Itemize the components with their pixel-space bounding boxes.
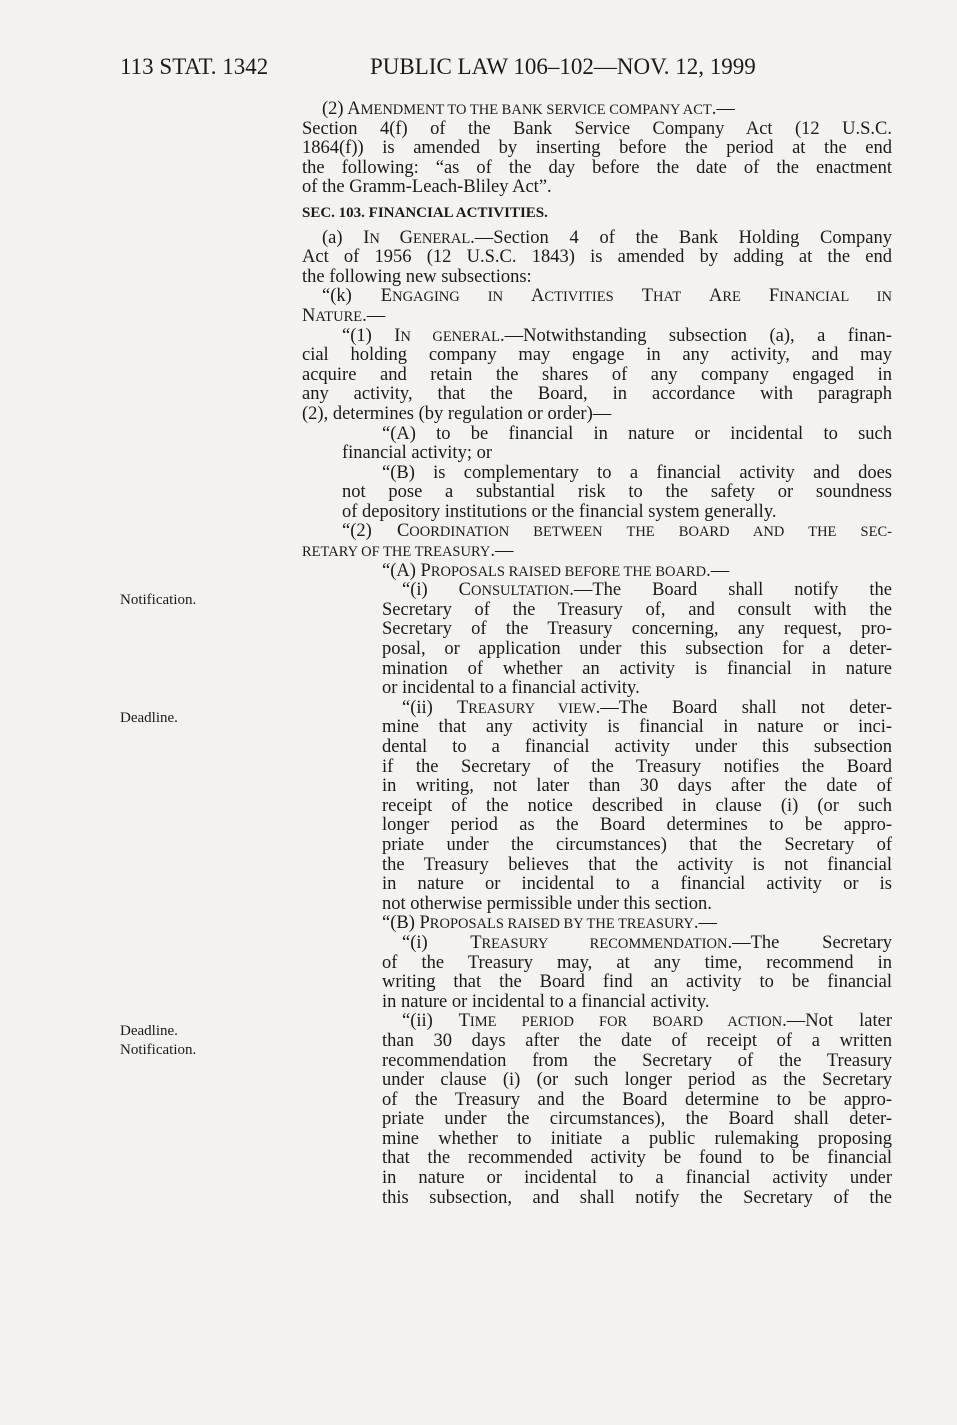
text-line: the following new subsections:: [302, 267, 532, 287]
text-line: “(ii) TIME PERIOD FOR BOARD ACTION.—Not later: [402, 1012, 892, 1032]
text-line: in writing, not later than 30 days after the date of: [382, 777, 892, 797]
text-line: in nature or incidental to a financial activity.: [382, 992, 710, 1012]
text-line: “(ii) TREASURY VIEW.—The Board shall not deter-: [402, 698, 892, 718]
text-line: mine whether to initiate a public rulemaking proposing: [382, 1129, 892, 1149]
text-line: of the Gramm-Leach-Bliley Act”.: [302, 178, 552, 198]
text-line: mine that any activity is financial in nature or inci-: [382, 718, 892, 738]
text-line: under clause (i) (or such longer period as the Secretary: [382, 1071, 892, 1091]
text-line: of the Treasury and the Board determine to be appro-: [382, 1090, 892, 1110]
margin-note-notification: Notification.: [120, 592, 197, 608]
text-line: cial holding company may engage in any activity, and may: [302, 346, 892, 366]
text-line: (2), determines (by regulation or order)—: [302, 404, 612, 424]
text-line: not otherwise permissible under this section.: [382, 894, 712, 914]
text-line: priate under the circumstances) that the Secretary of: [382, 835, 892, 855]
text-line: “(i) TREASURY RECOMMENDATION.—The Secretary: [402, 933, 892, 953]
text-line: (a) IN GENERAL.—Section 4 of the Bank Holding Company: [322, 228, 892, 248]
text-line: the Treasury believes that the activity is not financial: [382, 855, 892, 875]
text-line: “(B) PROPOSALS RAISED BY THE TREASURY.—: [382, 914, 717, 934]
text-line: NATURE.—: [302, 306, 386, 326]
text-line: recommendation from the Secretary of the Treasury: [382, 1051, 892, 1071]
text-line: Act of 1956 (12 U.S.C. 1843) is amended by adding at the end: [302, 248, 892, 268]
text-line: “(i) CONSULTATION.—The Board shall notify the: [402, 581, 892, 601]
text-line: “(A) to be financial in nature or incidental to such: [382, 424, 892, 444]
text-line: than 30 days after the date of receipt of a written: [382, 1031, 892, 1051]
margin-note-deadline: Deadline.: [120, 1023, 178, 1039]
statute-page-number: 113 STAT. 1342: [120, 54, 269, 79]
text-line: longer period as the Board determines to be appro-: [382, 816, 892, 836]
text-line: RETARY OF THE TREASURY.—: [302, 542, 514, 562]
text-line: in nature or incidental to a financial activity or is: [382, 875, 892, 895]
margin-note-notification: Notification.: [120, 1042, 197, 1058]
text-line: writing that the Board find an activity to be financial: [382, 973, 892, 993]
text-line: (2) AMENDMENT TO THE BANK SERVICE COMPANY ACT.—: [322, 100, 735, 119]
text-line: “(k) ENGAGING IN ACTIVITIES THAT ARE FINANCIAL IN: [322, 287, 892, 307]
margin-note-deadline: Deadline.: [120, 710, 178, 726]
body-text: [302, 100, 892, 1208]
text-line: any activity, that the Board, in accordance with paragraph: [302, 385, 892, 405]
text-line: in nature or incidental to a financial activity under: [382, 1169, 892, 1189]
text-line: of the Treasury may, at any time, recommend in: [382, 953, 892, 973]
text-line: “(1) IN GENERAL.—Notwithstanding subsection (a), a finan-: [342, 326, 892, 346]
text-line: the following: “as of the day before the date of the enactment: [302, 158, 892, 178]
text-line: receipt of the notice described in clause (i) (or such: [382, 796, 892, 816]
text-line: not pose a substantial risk to the safety or soundness: [342, 483, 892, 503]
text-line: “(2) COORDINATION BETWEEN THE BOARD AND THE SEC-: [342, 522, 892, 542]
section-heading: SEC. 103. FINANCIAL ACTIVITIES.: [302, 204, 548, 221]
text-line: this subsection, and shall notify the Secretary of the: [382, 1188, 892, 1208]
text-line: “(B) is complementary to a financial activity and does: [382, 463, 892, 483]
text-line: dental to a financial activity under this subsection: [382, 738, 892, 757]
text-line: if the Secretary of the Treasury notifies the Board: [382, 757, 892, 777]
text-line: of depository institutions or the financial system generally.: [342, 502, 777, 522]
text-line: “(A) PROPOSALS RAISED BEFORE THE BOARD.—: [382, 561, 730, 581]
text-line: Secretary of the Treasury concerning, any request, pro-: [382, 620, 892, 640]
text-line: Section 4(f) of the Bank Service Company Act (12 U.S.C.: [302, 119, 892, 139]
text-line: acquire and retain the shares of any company engaged in: [302, 365, 892, 385]
running-header: PUBLIC LAW 106–102—NOV. 12, 1999: [370, 54, 756, 79]
text-line: that the recommended activity be found to be financial: [382, 1149, 892, 1169]
text-line: Secretary of the Treasury of, and consult with the: [382, 600, 892, 620]
text-line: financial activity; or: [342, 444, 492, 464]
text-line: priate under the circumstances), the Board shall deter-: [382, 1110, 892, 1130]
text-line: mination of whether an activity is financial in nature: [382, 659, 892, 679]
text-line: 1864(f)) is amended by inserting before the period at the end: [302, 139, 892, 159]
text-line: posal, or application under this subsection for a deter-: [382, 640, 892, 660]
text-line: or incidental to a financial activity.: [382, 679, 640, 699]
